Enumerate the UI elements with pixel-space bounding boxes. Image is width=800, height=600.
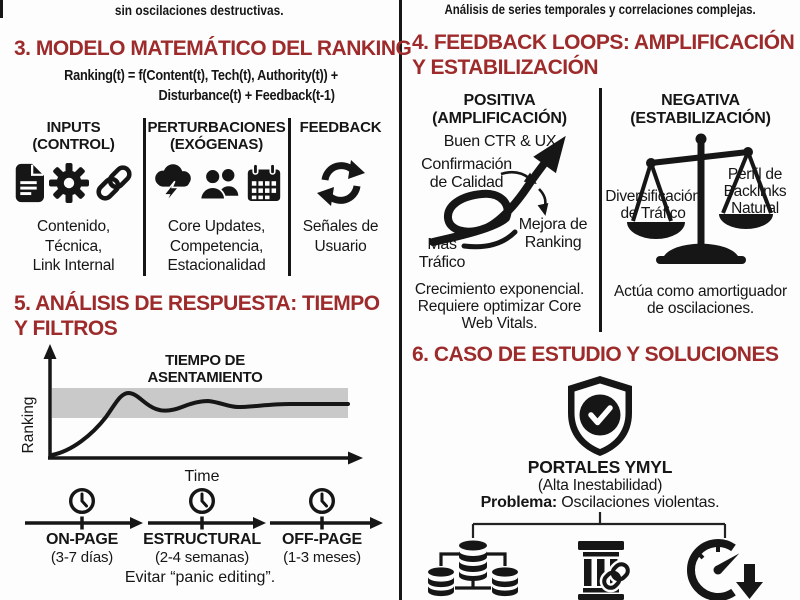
- panic-editing-note: Evitar “panic editing”.: [124, 569, 276, 586]
- perturbaciones-header-2: (EXÓGENAS): [169, 135, 263, 153]
- timeline: [0, 487, 400, 535]
- clock-icon: [191, 490, 214, 513]
- positiva-caption: Crecimiento exponencial. Requiere optimizar Core Web Vitals.: [414, 281, 585, 332]
- negativa-column: [601, 90, 800, 335]
- label-mas-trafico: Más Tráfico: [418, 236, 466, 271]
- clock-icon: [71, 490, 94, 513]
- chart-xlabel: Time: [184, 468, 220, 485]
- case-subtitle: (Alta Inestabilidad): [537, 477, 663, 494]
- label-mejora-ranking: Mejora de Ranking: [518, 216, 588, 251]
- problem-label: Problema:: [480, 494, 558, 511]
- inputs-column: [6, 120, 141, 276]
- inputs-body-3: Link Internal: [32, 257, 115, 274]
- inputs-body-1: Contenido,: [37, 218, 110, 235]
- case-title: PORTALES YMYL: [527, 457, 673, 477]
- label-confirmacion-calidad: Confirmación de Calidad: [421, 156, 512, 191]
- formula-line-1: Ranking(t) = f(Content(t), Tech(t), Authority(t)) +: [64, 67, 338, 84]
- timeline-step-estructural: ESTRUCTURAL (2-4 semanas): [143, 531, 261, 566]
- inputs-header-2: (CONTROL): [32, 135, 115, 153]
- timeline-step-onpage: ON-PAGE (3-7 días): [45, 531, 119, 566]
- perturbaciones-header-1: PERTURBACIONES: [147, 119, 286, 136]
- left-top-partial-text: sin oscilaciones destructivas.: [114, 2, 284, 18]
- formula-line-2: Disturbance(t) + Feedback(t-1): [158, 86, 336, 104]
- positiva-column: [400, 90, 599, 335]
- perturbaciones-body-3: Estacionalidad: [167, 257, 266, 274]
- sync-arrows-icon: [316, 158, 366, 208]
- feedback-body-1: Señales de: [302, 218, 379, 235]
- label-perfil-backlinks: Perfil de Backlinks Natural: [723, 166, 787, 217]
- positiva-header-2: (AMPLIFICACIÓN): [432, 109, 567, 127]
- section5-title: 5. ANÁLISIS DE RESPUESTA: TIEMPO Y FILTROS: [14, 292, 380, 341]
- users-icon: [199, 164, 241, 202]
- perturbaciones-body-2: Competencia,: [169, 237, 264, 255]
- feedback-header: FEEDBACK: [299, 119, 382, 136]
- document-icon: [13, 163, 44, 203]
- ranking-formula: [6, 66, 396, 105]
- calendar-icon: [246, 163, 282, 203]
- chain-link-icon: [94, 163, 134, 203]
- storm-cloud-icon: [152, 162, 194, 204]
- timeline-step-offpage: OFF-PAGE (1-3 meses): [282, 531, 362, 566]
- speed-drop-gauge-icon: [680, 537, 770, 600]
- database-cluster-icon: [424, 536, 522, 600]
- inputs-header-1: INPUTS: [46, 119, 101, 136]
- solution-tree-connector: [400, 509, 800, 539]
- feedback-body-2: Usuario: [314, 237, 367, 255]
- shield-check-icon: [560, 374, 640, 458]
- problem-text: Oscilaciones violentas.: [557, 494, 720, 511]
- label-diversificacion-trafico: Diversificación de Tráfico: [605, 188, 701, 222]
- section3-title: 3. MODELO MATEMÁTICO DEL RANKING: [14, 37, 412, 60]
- perturbaciones-column: [145, 120, 288, 276]
- section6-title: 6. CASO DE ESTUDIO Y SOLUCIONES: [412, 343, 779, 366]
- settling-time-chart: [0, 343, 400, 485]
- clock-icon: [311, 490, 334, 513]
- negativa-header-1: NEGATIVA: [661, 92, 740, 109]
- gear-icon: [49, 163, 89, 203]
- chart-ylabel: Ranking: [20, 396, 37, 454]
- chart-title-line2: ASENTAMIENTO: [147, 369, 263, 386]
- feedback-column: [288, 120, 393, 256]
- right-top-partial-text: Análisis de series temporales y correlaciones complejas.: [444, 2, 756, 17]
- perturbaciones-body-1: Core Updates,: [167, 218, 266, 235]
- pillar-chain-icon: [556, 540, 648, 600]
- chart-title-line1: TIEMPO DE: [165, 352, 245, 369]
- inputs-body-2: Técnica,: [45, 237, 102, 255]
- label-buen-ctr-ux: Buen CTR & UX: [443, 133, 557, 150]
- positiva-header-1: POSITIVA: [463, 92, 536, 109]
- negativa-header-2: (ESTABILIZACIÓN): [630, 109, 771, 127]
- section4-title: 4. FEEDBACK LOOPS: AMPLIFICACIÓN Y ESTABILIZACIÓN: [412, 31, 795, 80]
- negativa-caption: Actúa como amortiguador de oscilaciones.: [614, 283, 787, 317]
